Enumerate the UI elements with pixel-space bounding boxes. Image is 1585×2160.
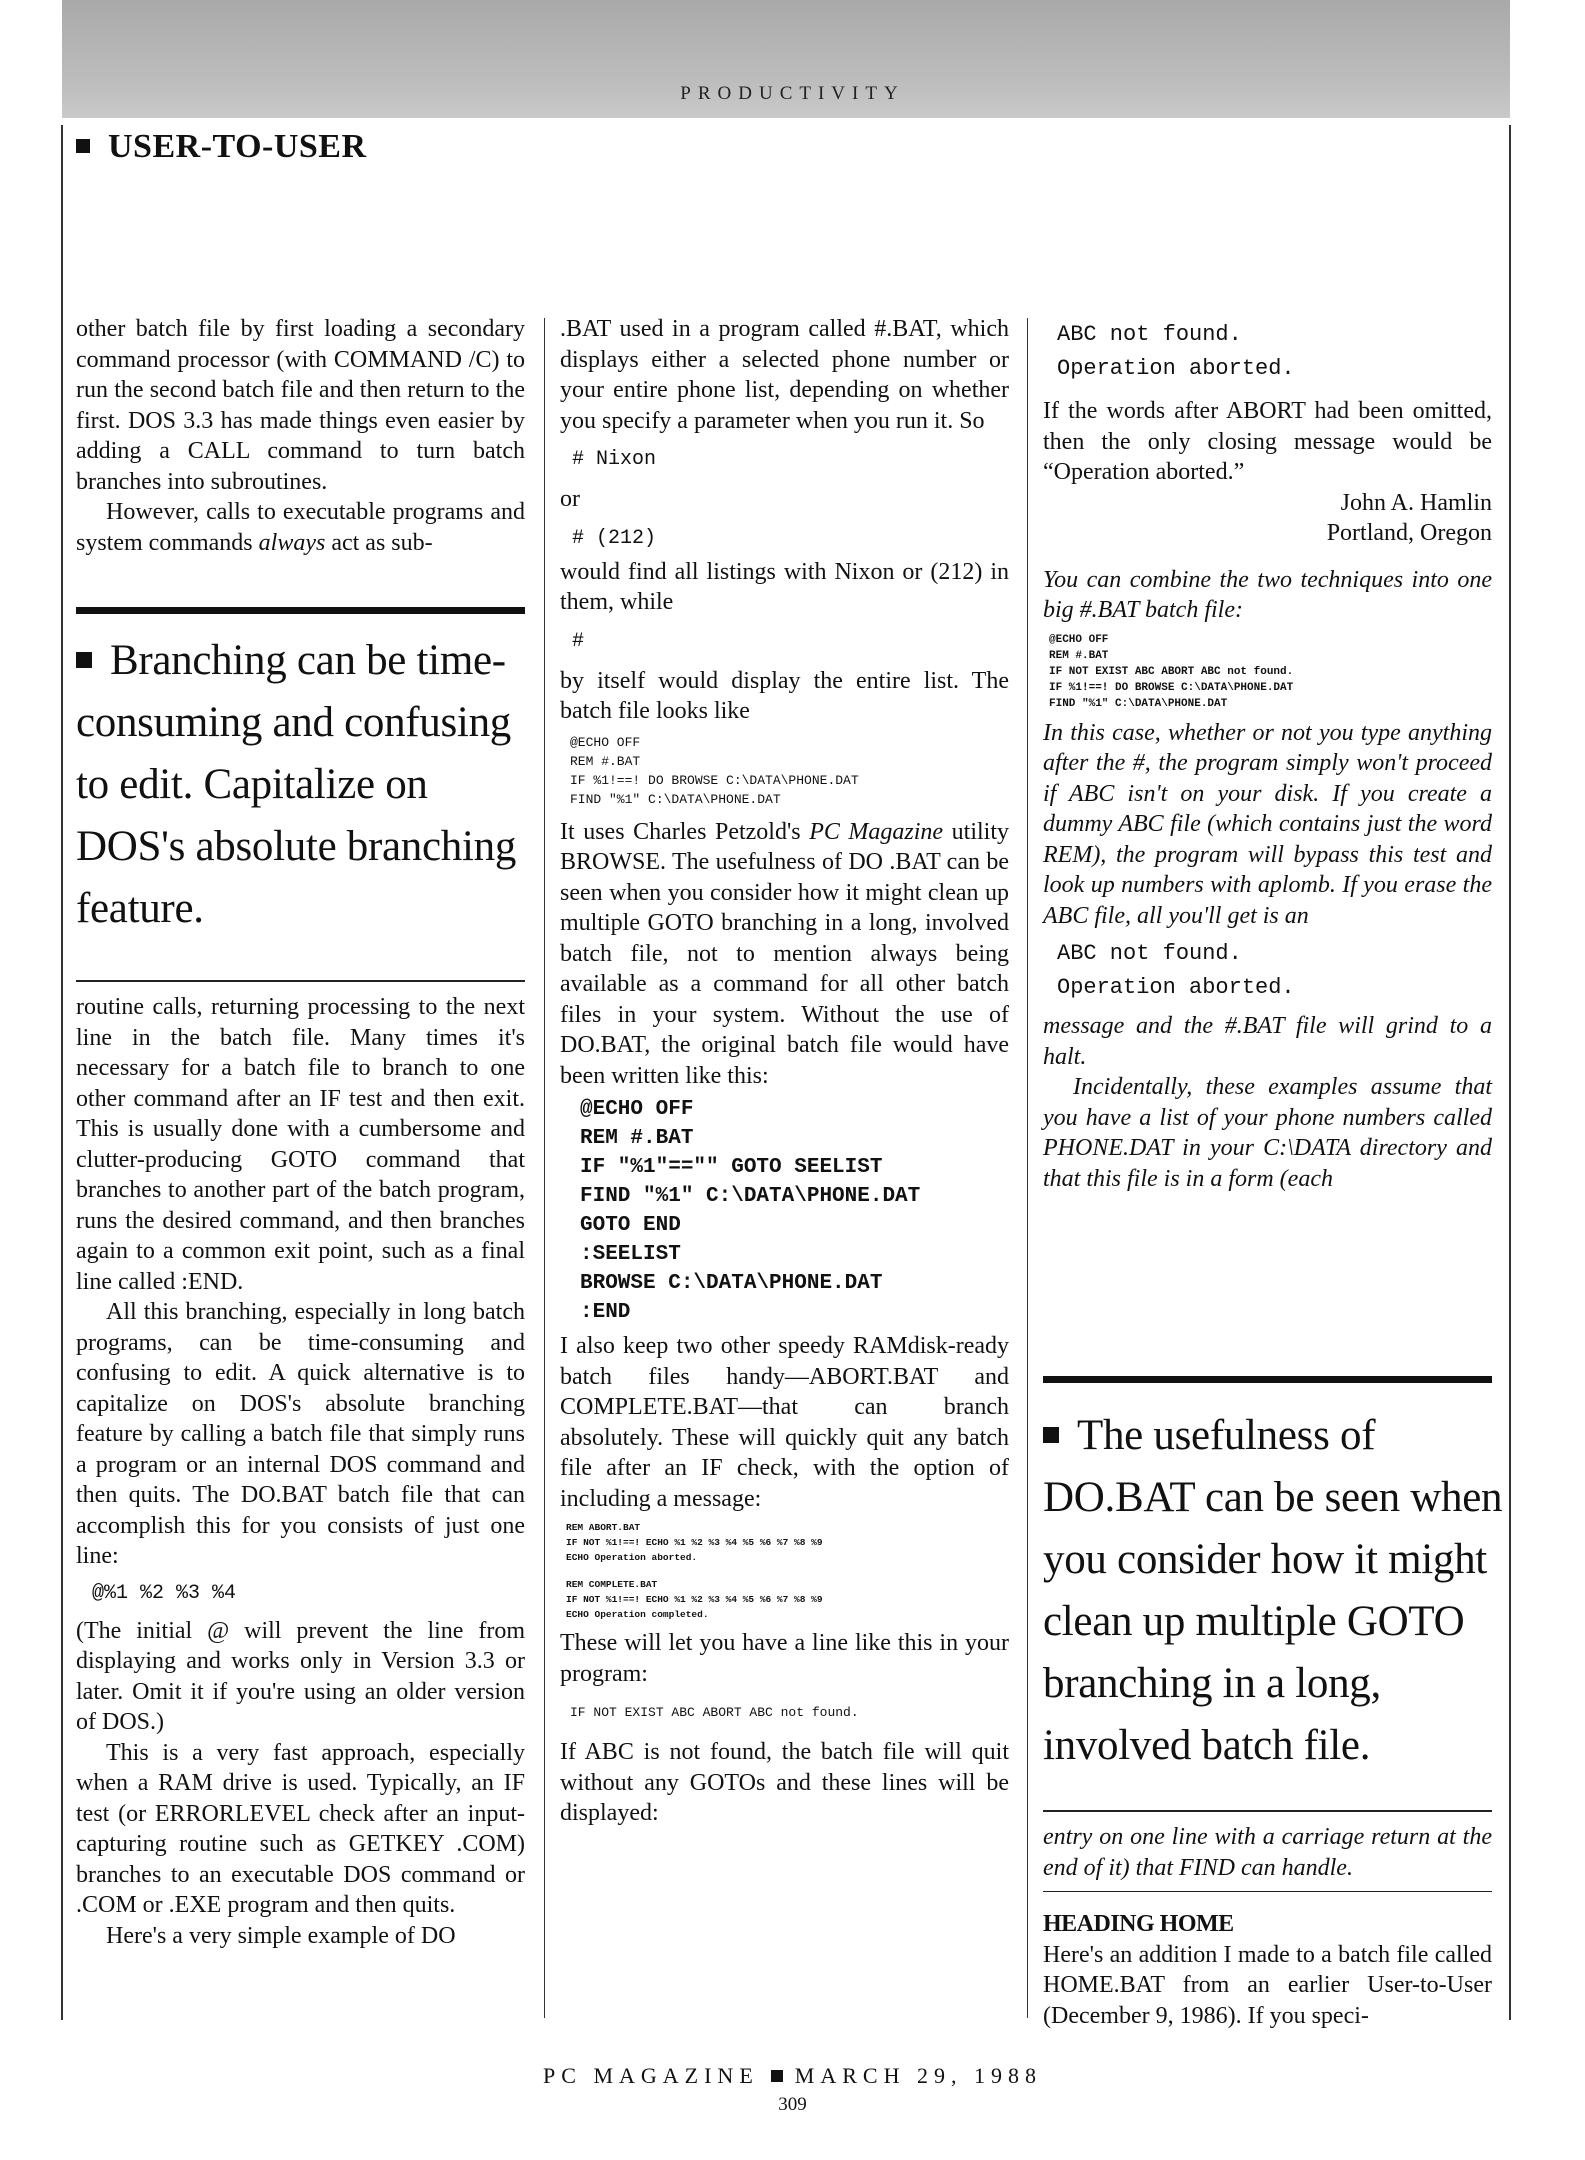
paragraph: If ABC is not found, the batch file will quit without any GOTOs and these lines will be displayed:	[560, 1739, 1009, 1826]
pullquote-bottom-rule	[76, 980, 525, 982]
code-original-batch: @ECHO OFF REM #.BAT IF "%1"=="" GOTO SEELIST FIND "%1" C:\DATA\PHONE.DAT GOTO END :SEELIST BROWSE C:\DATA\PHONE.DAT :END	[580, 1098, 921, 1324]
code-combined-batch: @ECHO OFF REM #.BAT IF NOT EXIST ABC ABORT ABC not found. IF %1!==! DO BROWSE C:\DATA\PHONE.DAT FIND "%1" C:\DATA\PHONE.DAT	[1049, 633, 1294, 710]
editor-note: message and the #.BAT file will grind to a halt.	[1043, 1013, 1492, 1070]
paragraph: would find all listings with Nixon or (212) in them, while	[560, 558, 1009, 615]
section-rule	[1043, 1891, 1492, 1892]
code-line: IF NOT EXIST ABC ABORT ABC not found.	[570, 1705, 859, 1720]
paragraph: These will let you have a line like this in your program:	[560, 1630, 1009, 1687]
pullquote-top-rule	[76, 607, 525, 614]
signature-place: Portland, Oregon	[1326, 520, 1492, 546]
section-label: PRODUCTIVITY	[680, 83, 905, 104]
code-example: # (212)	[572, 526, 657, 550]
footer-line: PC MAGAZINE MARCH 29, 1988	[543, 2063, 1042, 2088]
column-divider-2	[1027, 318, 1028, 2018]
paragraph: .BAT used in a program called #.BAT, which displays either a selected phone number or your entire phone list, depending on whether you specify a parameter when you run it. So	[560, 316, 1009, 434]
paragraph: other batch file by first loading a secondary command processor (with COMMAND /C) to run the second batch file and then return to the first. DOS 3.3 has made things even easier by adding a CALL command to turn batch branches into subroutines.	[76, 316, 525, 495]
pullquote-1: Branching can be time-consuming and confusing to edit. Capitalize on DOS's absolute branching feature.	[76, 637, 517, 932]
code-batch-file: @ECHO OFF REM #.BAT IF %1!==! DO BROWSE C:\DATA\PHONE.DAT FIND "%1" C:\DATA\PHONE.DAT	[570, 734, 859, 807]
paragraph: I also keep two other speedy RAMdisk-ready batch files handy—ABORT.BAT and COMPLETE.BAT—that can branch absolutely. These will quickly quit any batch file after an IF check, with the option of including a message:	[560, 1333, 1009, 1512]
bullet-square-icon	[76, 139, 90, 153]
editor-note: Incidentally, these examples assume that you have a list of your phone numbers called PHONE.DAT in your C:\DATA directory and that this file is in a form (each	[1043, 1074, 1492, 1192]
department-heading: USER-TO-USER	[76, 128, 367, 166]
column-1-top	[76, 314, 525, 558]
column-3-bottom	[1043, 1822, 1492, 1883]
signature-name: John A. Hamlin	[1340, 489, 1492, 516]
code-do-bat: @%1 %2 %3 %4	[92, 1581, 237, 1605]
paragraph: Here's an addition I made to a batch file called HOME.BAT from an earlier User-to-User (December 9, 1986). If you speci-	[1043, 1941, 1492, 2029]
paragraph: or	[560, 486, 580, 512]
code-output: ABC not found. Operation aborted.	[1057, 322, 1295, 381]
right-margin-rule	[1509, 125, 1511, 2020]
paragraph: This is a very fast approach, especially when a RAM drive is used. Typically, an IF test (or ERRORLEVEL check after an input-capturing routine such as GETKEY .COM) branches to an executable DOS command or .COM or .EXE program and then quits.	[76, 1739, 525, 1918]
code-complete-bat: REM COMPLETE.BAT IF NOT %1!==! ECHO %1 %2 %3 %4 %5 %6 %7 %8 %9 ECHO Operation completed.	[566, 1579, 823, 1620]
paragraph: All this branching, especially in long batch programs, can be time-consuming and confusing to edit. A quick alternative is to capitalize on DOS's absolute branching feature by calling a batch file that simply runs a program or an internal DOS command and then quits. The DO.BAT batch file that can accomplish this for you consists of just one line:	[76, 1299, 525, 1569]
column-2	[560, 314, 1009, 1829]
paragraph: (The initial @ will prevent the line from displaying and works only in Version 3.3 or later. Omit it if you're using an older version of DOS.)	[76, 1617, 525, 1735]
bullet-square-icon	[1043, 1427, 1059, 1443]
paragraph: If the words after ABORT had been omitted, then the only closing message would be “Operation aborted.”	[1043, 398, 1492, 485]
column-3-end	[1043, 1905, 1492, 2031]
editor-note: In this case, whether or not you type anything after the #, the program simply won't proceed if ABC isn't on your disk. If you create a dummy ABC file (which contains just the word REM), the program will bypass this test and look up numbers with aplomb. If you erase the ABC file, all you'll get is an	[1043, 719, 1492, 929]
paragraph: by itself would display the entire list. The batch file looks like	[560, 667, 1009, 724]
page-number: 309	[778, 2094, 807, 2115]
code-example: #	[572, 629, 585, 653]
column-divider-1	[544, 318, 545, 2018]
editor-note: You can combine the two techniques into one big #.BAT batch file:	[1043, 566, 1492, 623]
left-margin-rule	[61, 125, 63, 2020]
pullquote-bottom-rule	[1043, 1810, 1492, 1812]
column-3-top	[1043, 318, 1492, 1194]
paragraph: routine calls, returning processing to the next line in the batch file. Many times it's necessary for a batch file to branch to one other command after an IF test and then exit. This is usually done with a cumbersome and clutter-producing GOTO command that branches to another part of the batch program, runs the desired command, and then branches again to a common exit point, such as a final line called :END.	[76, 994, 525, 1295]
bullet-square-icon	[771, 2070, 783, 2082]
subheading: HEADING HOME	[1043, 1911, 1234, 1937]
paragraph: However, calls to executable programs and system commands always act as sub-	[76, 499, 525, 556]
bullet-square-icon	[76, 652, 92, 668]
paragraph: Here's a very simple example of DO	[106, 1922, 456, 1949]
column-1-bottom	[76, 992, 525, 1951]
pullquote-2: The usefulness of DO.BAT can be seen when you consider how it might clean up multiple GOTO branching in a long, involved batch file.	[1043, 1412, 1503, 1769]
code-output: ABC not found. Operation aborted.	[1057, 941, 1295, 1000]
paragraph: It uses Charles Petzold's PC Magazine utility BROWSE. The usefulness of DO .BAT can be seen when you consider how it might clean up multiple GOTO branching in a long, involved batch file, not to mention always being available as a command for all other batch files in your system. Without the use of DO.BAT, the original batch file would have been written like this:	[560, 818, 1009, 1089]
editor-note: entry on one line with a carriage return at the end of it) that FIND can handle.	[1043, 1824, 1492, 1881]
code-example: # Nixon	[572, 448, 657, 471]
code-abort-bat: REM ABORT.BAT IF NOT %1!==! ECHO %1 %2 %3 %4 %5 %6 %7 %8 %9 ECHO Operation aborted.	[566, 1522, 823, 1563]
pullquote-top-rule	[1043, 1376, 1492, 1383]
